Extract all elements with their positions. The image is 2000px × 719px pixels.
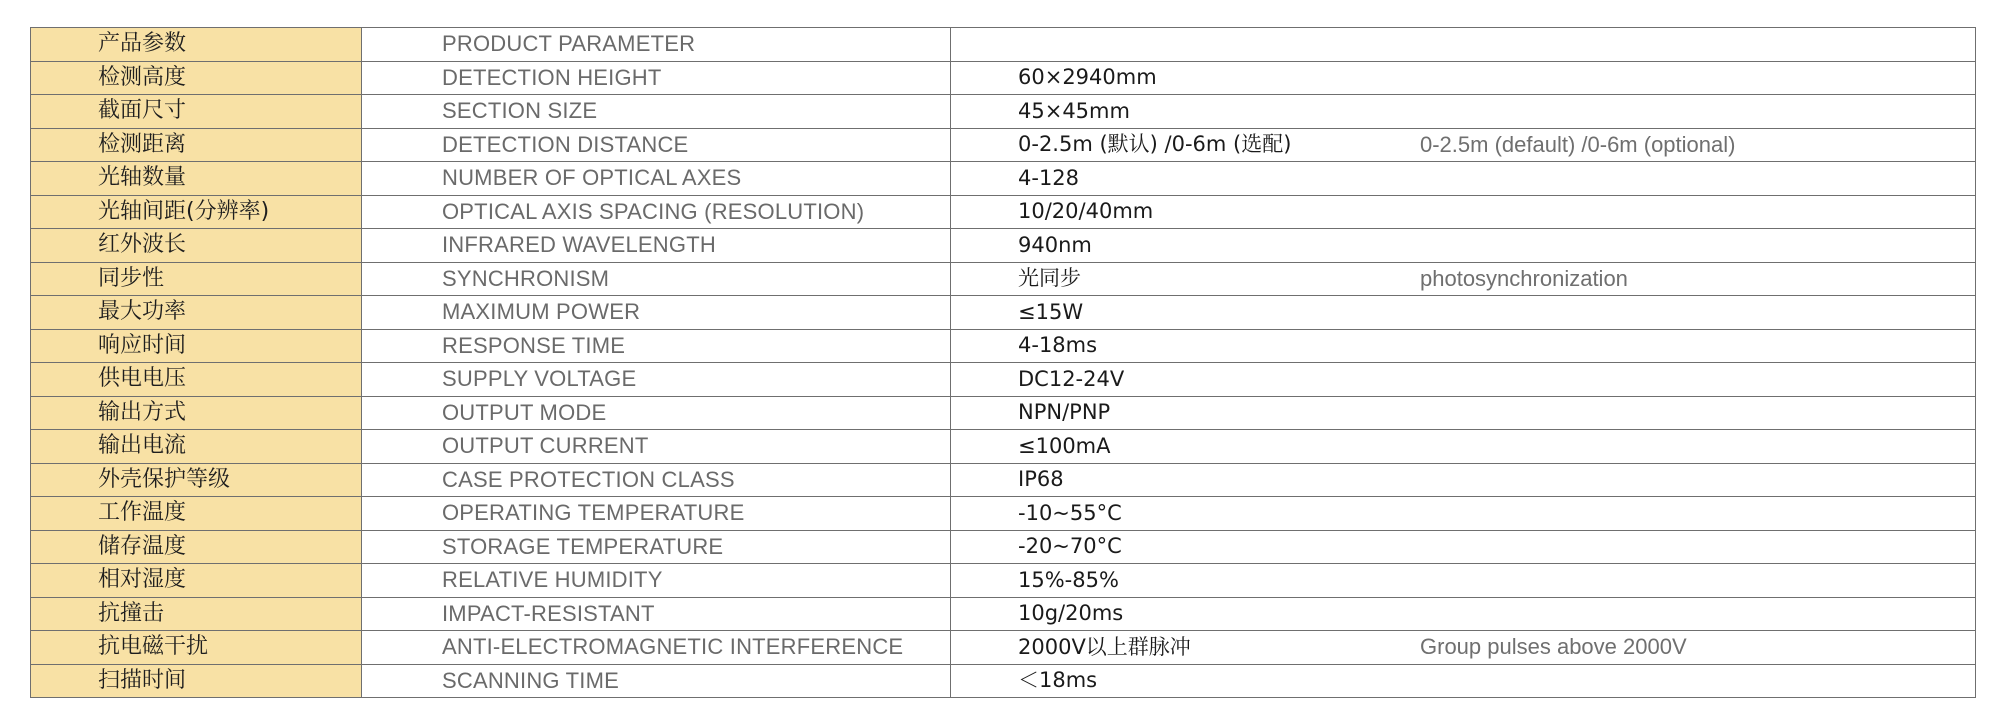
english-label-cell xyxy=(362,497,951,531)
chinese-label-cell xyxy=(31,664,362,698)
spec-value: 10/20/40mm xyxy=(1018,199,1154,224)
chinese-label-cell xyxy=(31,430,362,464)
chinese-label: 外壳保护等级 xyxy=(98,466,231,492)
spec-value: 45×45mm xyxy=(1018,98,1130,123)
table-row xyxy=(31,28,1976,62)
english-label: PRODUCT PARAMETER xyxy=(442,31,696,57)
value-cell xyxy=(951,262,1976,296)
spec-value: NPN/PNP xyxy=(1018,400,1111,425)
english-label: SUPPLY VOLTAGE xyxy=(442,366,637,392)
spec-value: 0-2.5m (默认) /0-6m (选配) xyxy=(1018,132,1292,157)
chinese-label: 供电电压 xyxy=(98,366,187,392)
table-row xyxy=(31,564,1976,598)
english-label: SYNCHRONISM xyxy=(442,265,610,291)
value-cell xyxy=(951,229,1976,263)
english-label-cell xyxy=(362,296,951,330)
chinese-label: 同步性 xyxy=(98,265,165,291)
spec-value: 940nm xyxy=(1018,232,1092,257)
spec-value: DC12-24V xyxy=(1018,366,1125,391)
spec-value: 2000V以上群脉冲 xyxy=(1018,634,1191,659)
english-label: OPERATING TEMPERATURE xyxy=(442,500,745,526)
table-row xyxy=(31,430,1976,464)
value-cell xyxy=(951,497,1976,531)
english-label-cell xyxy=(362,195,951,229)
table-row xyxy=(31,95,1976,129)
value-cell xyxy=(951,664,1976,698)
english-label: ANTI-ELECTROMAGNETIC INTERFERENCE xyxy=(442,634,904,660)
value-cell xyxy=(951,597,1976,631)
english-label: OUTPUT CURRENT xyxy=(442,433,649,459)
value-cell xyxy=(951,530,1976,564)
table-row xyxy=(31,597,1976,631)
spec-value: -20~70°C xyxy=(1018,534,1122,559)
english-label-cell xyxy=(362,95,951,129)
english-label: STORAGE TEMPERATURE xyxy=(442,533,724,559)
chinese-label-cell xyxy=(31,195,362,229)
chinese-label: 光轴数量 xyxy=(98,165,187,191)
chinese-label-cell xyxy=(31,597,362,631)
english-label-cell xyxy=(362,564,951,598)
english-label-cell xyxy=(362,363,951,397)
english-label-cell xyxy=(362,631,951,665)
table-row xyxy=(31,262,1976,296)
chinese-label-cell xyxy=(31,363,362,397)
english-label: OPTICAL AXIS SPACING (RESOLUTION) xyxy=(442,198,865,224)
english-label: OUTPUT MODE xyxy=(442,399,607,425)
english-label-cell xyxy=(362,128,951,162)
chinese-label-cell xyxy=(31,128,362,162)
chinese-label: 最大功率 xyxy=(98,299,187,325)
chinese-label-cell xyxy=(31,162,362,196)
spec-value: IP68 xyxy=(1018,467,1064,492)
table-row xyxy=(31,363,1976,397)
spec-value: 15%-85% xyxy=(1018,567,1119,592)
english-label: IMPACT-RESISTANT xyxy=(442,600,655,626)
chinese-label-cell xyxy=(31,95,362,129)
table-row xyxy=(31,530,1976,564)
spec-value: ≤15W xyxy=(1018,299,1084,324)
english-label-cell xyxy=(362,530,951,564)
english-label-cell xyxy=(362,664,951,698)
value-cell xyxy=(951,564,1976,598)
english-label: NUMBER OF OPTICAL AXES xyxy=(442,165,742,191)
english-label-cell xyxy=(362,262,951,296)
english-label: INFRARED WAVELENGTH xyxy=(442,232,716,258)
chinese-label: 截面尺寸 xyxy=(98,98,187,124)
english-label: SECTION SIZE xyxy=(442,98,598,124)
value-cell xyxy=(951,631,1976,665)
chinese-label-cell xyxy=(31,61,362,95)
spec-note: photosynchronization xyxy=(1420,265,1628,291)
chinese-label: 扫描时间 xyxy=(98,667,187,693)
value-cell xyxy=(951,396,1976,430)
value-cell xyxy=(951,430,1976,464)
chinese-label-cell xyxy=(31,229,362,263)
english-label-cell xyxy=(362,329,951,363)
chinese-label: 产品参数 xyxy=(98,31,187,57)
value-cell xyxy=(951,95,1976,129)
chinese-label-cell xyxy=(31,497,362,531)
table-row xyxy=(31,329,1976,363)
chinese-label: 检测高度 xyxy=(98,64,187,90)
value-cell xyxy=(951,463,1976,497)
chinese-label: 检测距离 xyxy=(98,131,187,157)
chinese-label-cell xyxy=(31,28,362,62)
chinese-label: 相对湿度 xyxy=(98,567,187,593)
spec-value: 4-18ms xyxy=(1018,333,1098,358)
chinese-label: 抗电磁干扰 xyxy=(98,634,209,660)
spec-note: 0-2.5m (default) /0-6m (optional) xyxy=(1420,131,1736,157)
english-label: DETECTION DISTANCE xyxy=(442,131,689,157)
chinese-label: 输出电流 xyxy=(98,433,187,459)
chinese-label-cell xyxy=(31,564,362,598)
english-label: DETECTION HEIGHT xyxy=(442,64,662,90)
table-row xyxy=(31,296,1976,330)
spec-value: ≤100mA xyxy=(1018,433,1111,458)
spec-value: ＜18ms xyxy=(1018,668,1098,693)
table-row xyxy=(31,396,1976,430)
chinese-label: 响应时间 xyxy=(98,332,187,358)
english-label-cell xyxy=(362,597,951,631)
value-cell xyxy=(951,162,1976,196)
english-label-cell xyxy=(362,430,951,464)
table-row xyxy=(31,463,1976,497)
english-label-cell xyxy=(362,61,951,95)
spec-table xyxy=(30,27,1976,698)
chinese-label: 抗撞击 xyxy=(98,600,165,626)
table-row xyxy=(31,61,1976,95)
chinese-label: 储存温度 xyxy=(98,533,187,559)
value-cell xyxy=(951,195,1976,229)
english-label-cell xyxy=(362,28,951,62)
chinese-label-cell xyxy=(31,530,362,564)
english-label-cell xyxy=(362,229,951,263)
chinese-label-cell xyxy=(31,329,362,363)
value-cell xyxy=(951,128,1976,162)
chinese-label: 输出方式 xyxy=(98,399,187,425)
table-row xyxy=(31,664,1976,698)
table-row xyxy=(31,128,1976,162)
spec-value: 4-128 xyxy=(1018,165,1080,190)
chinese-label-cell xyxy=(31,463,362,497)
chinese-label-cell xyxy=(31,396,362,430)
table-row xyxy=(31,229,1976,263)
english-label-cell xyxy=(362,162,951,196)
spec-value: 光同步 xyxy=(1018,266,1081,291)
value-cell xyxy=(951,363,1976,397)
value-cell xyxy=(951,296,1976,330)
spec-table-body xyxy=(31,28,1976,698)
chinese-label: 光轴间距(分辨率) xyxy=(98,198,270,224)
english-label: SCANNING TIME xyxy=(442,667,619,693)
value-cell xyxy=(951,28,1976,62)
english-label: RELATIVE HUMIDITY xyxy=(442,567,663,593)
spec-value: 60×2940mm xyxy=(1018,65,1157,90)
english-label: CASE PROTECTION CLASS xyxy=(442,466,735,492)
chinese-label-cell xyxy=(31,296,362,330)
english-label: RESPONSE TIME xyxy=(442,332,626,358)
english-label-cell xyxy=(362,396,951,430)
chinese-label-cell xyxy=(31,262,362,296)
chinese-label-cell xyxy=(31,631,362,665)
table-row xyxy=(31,162,1976,196)
spec-value: -10~55°C xyxy=(1018,500,1122,525)
value-cell xyxy=(951,329,1976,363)
english-label: MAXIMUM POWER xyxy=(442,299,641,325)
chinese-label: 红外波长 xyxy=(98,232,187,258)
table-row xyxy=(31,497,1976,531)
value-cell xyxy=(951,61,1976,95)
spec-note: Group pulses above 2000V xyxy=(1420,634,1687,660)
table-row xyxy=(31,631,1976,665)
table-row xyxy=(31,195,1976,229)
chinese-label: 工作温度 xyxy=(98,500,187,526)
english-label-cell xyxy=(362,463,951,497)
spec-value: 10g/20ms xyxy=(1018,601,1124,626)
